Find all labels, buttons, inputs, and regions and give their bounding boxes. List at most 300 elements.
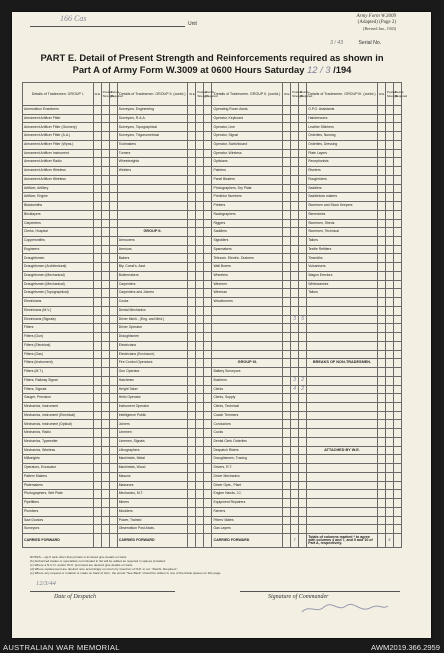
blank-cell[interactable] bbox=[204, 455, 212, 464]
blank-cell[interactable] bbox=[299, 499, 307, 508]
blank-cell[interactable] bbox=[299, 533, 307, 547]
blank-cell[interactable] bbox=[93, 359, 101, 368]
blank-cell[interactable] bbox=[93, 167, 101, 176]
blank-cell[interactable] bbox=[385, 507, 393, 516]
blank-cell[interactable] bbox=[204, 158, 212, 167]
handwritten-entry[interactable]: 2 bbox=[299, 376, 307, 385]
handwritten-total[interactable]: 7 bbox=[291, 533, 299, 547]
blank-cell[interactable] bbox=[393, 516, 401, 525]
blank-cell[interactable] bbox=[393, 184, 401, 193]
blank-cell[interactable] bbox=[101, 429, 109, 438]
blank-cell[interactable] bbox=[109, 324, 117, 333]
blank-cell[interactable] bbox=[393, 106, 401, 115]
blank-cell[interactable] bbox=[109, 228, 117, 237]
blank-cell[interactable] bbox=[377, 306, 385, 315]
blank-cell[interactable] bbox=[291, 237, 299, 246]
blank-cell[interactable] bbox=[93, 499, 101, 508]
blank-cell[interactable] bbox=[101, 306, 109, 315]
blank-cell[interactable] bbox=[93, 516, 101, 525]
blank-cell[interactable] bbox=[299, 210, 307, 219]
blank-cell[interactable] bbox=[393, 237, 401, 246]
blank-cell[interactable] bbox=[385, 280, 393, 289]
blank-cell[interactable] bbox=[377, 263, 385, 272]
blank-cell[interactable] bbox=[196, 202, 204, 211]
blank-cell[interactable] bbox=[204, 525, 212, 534]
blank-cell[interactable] bbox=[377, 237, 385, 246]
blank-cell[interactable] bbox=[385, 106, 393, 115]
blank-cell[interactable] bbox=[377, 132, 385, 141]
blank-cell[interactable] bbox=[291, 114, 299, 123]
blank-cell[interactable] bbox=[291, 499, 299, 508]
blank-cell[interactable] bbox=[204, 271, 212, 280]
blank-cell[interactable] bbox=[188, 507, 196, 516]
blank-cell[interactable] bbox=[93, 402, 101, 411]
blank-cell[interactable] bbox=[299, 254, 307, 263]
blank-cell[interactable] bbox=[188, 280, 196, 289]
blank-cell[interactable] bbox=[196, 368, 204, 377]
blank-cell[interactable] bbox=[109, 263, 117, 272]
blank-cell[interactable] bbox=[93, 271, 101, 280]
blank-cell[interactable] bbox=[385, 490, 393, 499]
blank-cell[interactable] bbox=[291, 280, 299, 289]
blank-cell[interactable] bbox=[101, 123, 109, 132]
blank-cell[interactable] bbox=[188, 446, 196, 455]
blank-cell[interactable] bbox=[283, 280, 291, 289]
blank-cell[interactable] bbox=[393, 429, 401, 438]
blank-cell[interactable] bbox=[283, 184, 291, 193]
blank-cell[interactable] bbox=[377, 394, 385, 403]
blank-cell[interactable] bbox=[109, 437, 117, 446]
blank-cell[interactable] bbox=[299, 158, 307, 167]
blank-cell[interactable] bbox=[377, 219, 385, 228]
blank-cell[interactable] bbox=[377, 123, 385, 132]
blank-cell[interactable] bbox=[204, 324, 212, 333]
blank-cell[interactable] bbox=[393, 193, 401, 202]
blank-cell[interactable] bbox=[109, 106, 117, 115]
blank-cell[interactable] bbox=[385, 315, 393, 324]
blank-cell[interactable] bbox=[196, 158, 204, 167]
blank-cell[interactable] bbox=[204, 254, 212, 263]
blank-cell[interactable] bbox=[291, 481, 299, 490]
blank-cell[interactable] bbox=[204, 315, 212, 324]
blank-cell[interactable] bbox=[196, 525, 204, 534]
blank-cell[interactable] bbox=[377, 533, 385, 547]
blank-cell[interactable] bbox=[377, 350, 385, 359]
blank-cell[interactable] bbox=[204, 123, 212, 132]
blank-cell[interactable] bbox=[196, 385, 204, 394]
blank-cell[interactable] bbox=[283, 315, 291, 324]
blank-cell[interactable] bbox=[299, 184, 307, 193]
blank-cell[interactable] bbox=[377, 411, 385, 420]
blank-cell[interactable] bbox=[101, 525, 109, 534]
blank-cell[interactable] bbox=[93, 289, 101, 298]
blank-cell[interactable] bbox=[291, 429, 299, 438]
blank-cell[interactable] bbox=[299, 411, 307, 420]
blank-cell[interactable] bbox=[188, 516, 196, 525]
blank-cell[interactable] bbox=[385, 350, 393, 359]
blank-cell[interactable] bbox=[204, 210, 212, 219]
blank-cell[interactable] bbox=[109, 167, 117, 176]
blank-cell[interactable] bbox=[385, 341, 393, 350]
blank-cell[interactable] bbox=[299, 525, 307, 534]
blank-cell[interactable] bbox=[283, 359, 291, 368]
blank-cell[interactable] bbox=[196, 455, 204, 464]
blank-cell[interactable] bbox=[109, 237, 117, 246]
blank-cell[interactable] bbox=[204, 306, 212, 315]
blank-cell[interactable] bbox=[299, 437, 307, 446]
blank-cell[interactable] bbox=[385, 184, 393, 193]
blank-cell[interactable] bbox=[377, 280, 385, 289]
blank-cell[interactable] bbox=[393, 140, 401, 149]
blank-cell[interactable] bbox=[299, 306, 307, 315]
blank-cell[interactable] bbox=[283, 499, 291, 508]
blank-cell[interactable] bbox=[93, 298, 101, 307]
blank-cell[interactable] bbox=[188, 533, 196, 547]
blank-cell[interactable] bbox=[188, 437, 196, 446]
blank-cell[interactable] bbox=[393, 306, 401, 315]
blank-cell[interactable] bbox=[385, 324, 393, 333]
blank-cell[interactable] bbox=[196, 533, 204, 547]
blank-cell[interactable] bbox=[377, 341, 385, 350]
blank-cell[interactable] bbox=[393, 394, 401, 403]
blank-cell[interactable] bbox=[93, 533, 101, 547]
blank-cell[interactable] bbox=[196, 333, 204, 342]
blank-cell[interactable] bbox=[385, 516, 393, 525]
blank-cell[interactable] bbox=[377, 254, 385, 263]
blank-cell[interactable] bbox=[196, 472, 204, 481]
blank-cell[interactable] bbox=[101, 507, 109, 516]
blank-cell[interactable] bbox=[393, 271, 401, 280]
blank-cell[interactable] bbox=[283, 114, 291, 123]
blank-cell[interactable] bbox=[101, 455, 109, 464]
blank-cell[interactable] bbox=[188, 237, 196, 246]
blank-cell[interactable] bbox=[393, 402, 401, 411]
blank-cell[interactable] bbox=[101, 499, 109, 508]
blank-cell[interactable] bbox=[93, 376, 101, 385]
blank-cell[interactable] bbox=[283, 254, 291, 263]
blank-cell[interactable] bbox=[188, 263, 196, 272]
blank-cell[interactable] bbox=[291, 175, 299, 184]
blank-cell[interactable] bbox=[188, 193, 196, 202]
blank-cell[interactable] bbox=[291, 394, 299, 403]
blank-cell[interactable] bbox=[93, 158, 101, 167]
blank-cell[interactable] bbox=[101, 114, 109, 123]
blank-cell[interactable] bbox=[299, 123, 307, 132]
blank-cell[interactable] bbox=[93, 245, 101, 254]
blank-cell[interactable] bbox=[377, 481, 385, 490]
blank-cell[interactable] bbox=[93, 254, 101, 263]
blank-cell[interactable] bbox=[101, 132, 109, 141]
blank-cell[interactable] bbox=[188, 490, 196, 499]
blank-cell[interactable] bbox=[299, 219, 307, 228]
blank-cell[interactable] bbox=[283, 437, 291, 446]
handwritten-total[interactable]: 9 bbox=[385, 533, 393, 547]
blank-cell[interactable] bbox=[385, 237, 393, 246]
blank-cell[interactable] bbox=[204, 516, 212, 525]
blank-cell[interactable] bbox=[291, 219, 299, 228]
blank-cell[interactable] bbox=[188, 210, 196, 219]
blank-cell[interactable] bbox=[393, 481, 401, 490]
blank-cell[interactable] bbox=[101, 158, 109, 167]
blank-cell[interactable] bbox=[101, 280, 109, 289]
blank-cell[interactable] bbox=[196, 516, 204, 525]
blank-cell[interactable] bbox=[377, 359, 385, 368]
blank-cell[interactable] bbox=[93, 350, 101, 359]
blank-cell[interactable] bbox=[377, 516, 385, 525]
blank-cell[interactable] bbox=[283, 202, 291, 211]
blank-cell[interactable] bbox=[393, 437, 401, 446]
blank-cell[interactable] bbox=[283, 298, 291, 307]
blank-cell[interactable] bbox=[291, 263, 299, 272]
blank-cell[interactable] bbox=[93, 455, 101, 464]
blank-cell[interactable] bbox=[377, 158, 385, 167]
blank-cell[interactable] bbox=[93, 437, 101, 446]
blank-cell[interactable] bbox=[377, 202, 385, 211]
blank-cell[interactable] bbox=[93, 472, 101, 481]
blank-cell[interactable] bbox=[377, 149, 385, 158]
blank-cell[interactable] bbox=[101, 420, 109, 429]
blank-cell[interactable] bbox=[204, 193, 212, 202]
blank-cell[interactable] bbox=[291, 359, 299, 368]
blank-cell[interactable] bbox=[385, 140, 393, 149]
blank-cell[interactable] bbox=[283, 394, 291, 403]
blank-cell[interactable] bbox=[109, 158, 117, 167]
blank-cell[interactable] bbox=[385, 402, 393, 411]
blank-cell[interactable] bbox=[196, 149, 204, 158]
blank-cell[interactable] bbox=[393, 254, 401, 263]
blank-cell[interactable] bbox=[283, 193, 291, 202]
blank-cell[interactable] bbox=[283, 175, 291, 184]
blank-cell[interactable] bbox=[385, 123, 393, 132]
handwritten-entry[interactable]: 4 bbox=[291, 385, 299, 394]
blank-cell[interactable] bbox=[291, 446, 299, 455]
blank-cell[interactable] bbox=[385, 525, 393, 534]
blank-cell[interactable] bbox=[377, 455, 385, 464]
blank-cell[interactable] bbox=[393, 228, 401, 237]
blank-cell[interactable] bbox=[93, 263, 101, 272]
blank-cell[interactable] bbox=[291, 289, 299, 298]
blank-cell[interactable] bbox=[385, 149, 393, 158]
blank-cell[interactable] bbox=[393, 446, 401, 455]
blank-cell[interactable] bbox=[109, 333, 117, 342]
blank-cell[interactable] bbox=[283, 525, 291, 534]
blank-cell[interactable] bbox=[188, 149, 196, 158]
blank-cell[interactable] bbox=[204, 167, 212, 176]
blank-cell[interactable] bbox=[109, 481, 117, 490]
blank-cell[interactable] bbox=[93, 490, 101, 499]
blank-cell[interactable] bbox=[188, 114, 196, 123]
blank-cell[interactable] bbox=[188, 420, 196, 429]
blank-cell[interactable] bbox=[299, 149, 307, 158]
blank-cell[interactable] bbox=[283, 289, 291, 298]
blank-cell[interactable] bbox=[283, 490, 291, 499]
blank-cell[interactable] bbox=[291, 402, 299, 411]
blank-cell[interactable] bbox=[393, 210, 401, 219]
blank-cell[interactable] bbox=[188, 464, 196, 473]
blank-cell[interactable] bbox=[188, 123, 196, 132]
handwritten-entry[interactable]: 3 bbox=[291, 376, 299, 385]
blank-cell[interactable] bbox=[393, 219, 401, 228]
blank-cell[interactable] bbox=[283, 472, 291, 481]
blank-cell[interactable] bbox=[377, 385, 385, 394]
blank-cell[interactable] bbox=[188, 106, 196, 115]
blank-cell[interactable] bbox=[291, 455, 299, 464]
blank-cell[interactable] bbox=[188, 158, 196, 167]
blank-cell[interactable] bbox=[188, 481, 196, 490]
blank-cell[interactable] bbox=[196, 280, 204, 289]
blank-cell[interactable] bbox=[101, 193, 109, 202]
blank-cell[interactable] bbox=[283, 376, 291, 385]
blank-cell[interactable] bbox=[291, 324, 299, 333]
blank-cell[interactable] bbox=[204, 350, 212, 359]
blank-cell[interactable] bbox=[299, 455, 307, 464]
blank-cell[interactable] bbox=[93, 315, 101, 324]
blank-cell[interactable] bbox=[385, 210, 393, 219]
blank-cell[interactable] bbox=[188, 315, 196, 324]
blank-cell[interactable] bbox=[393, 490, 401, 499]
blank-cell[interactable] bbox=[377, 499, 385, 508]
blank-cell[interactable] bbox=[299, 280, 307, 289]
blank-cell[interactable] bbox=[283, 507, 291, 516]
blank-cell[interactable] bbox=[299, 420, 307, 429]
blank-cell[interactable] bbox=[196, 219, 204, 228]
blank-cell[interactable] bbox=[299, 394, 307, 403]
blank-cell[interactable] bbox=[204, 333, 212, 342]
blank-cell[interactable] bbox=[377, 245, 385, 254]
blank-cell[interactable] bbox=[109, 411, 117, 420]
blank-cell[interactable] bbox=[283, 402, 291, 411]
blank-cell[interactable] bbox=[101, 167, 109, 176]
blank-cell[interactable] bbox=[109, 464, 117, 473]
blank-cell[interactable] bbox=[204, 429, 212, 438]
blank-cell[interactable] bbox=[377, 402, 385, 411]
blank-cell[interactable] bbox=[385, 499, 393, 508]
blank-cell[interactable] bbox=[101, 533, 109, 547]
blank-cell[interactable] bbox=[204, 245, 212, 254]
blank-cell[interactable] bbox=[204, 228, 212, 237]
blank-cell[interactable] bbox=[188, 359, 196, 368]
blank-cell[interactable] bbox=[377, 271, 385, 280]
blank-cell[interactable] bbox=[299, 298, 307, 307]
blank-cell[interactable] bbox=[93, 411, 101, 420]
blank-cell[interactable] bbox=[283, 123, 291, 132]
blank-cell[interactable] bbox=[196, 341, 204, 350]
blank-cell[interactable] bbox=[299, 175, 307, 184]
blank-cell[interactable] bbox=[283, 516, 291, 525]
blank-cell[interactable] bbox=[196, 193, 204, 202]
blank-cell[interactable] bbox=[291, 123, 299, 132]
blank-cell[interactable] bbox=[109, 123, 117, 132]
blank-cell[interactable] bbox=[196, 507, 204, 516]
blank-cell[interactable] bbox=[299, 245, 307, 254]
blank-cell[interactable] bbox=[188, 184, 196, 193]
blank-cell[interactable] bbox=[109, 516, 117, 525]
blank-cell[interactable] bbox=[109, 184, 117, 193]
blank-cell[interactable] bbox=[101, 271, 109, 280]
blank-cell[interactable] bbox=[204, 280, 212, 289]
blank-cell[interactable] bbox=[204, 184, 212, 193]
blank-cell[interactable] bbox=[101, 245, 109, 254]
blank-cell[interactable] bbox=[196, 271, 204, 280]
blank-cell[interactable] bbox=[188, 228, 196, 237]
blank-cell[interactable] bbox=[109, 359, 117, 368]
blank-cell[interactable] bbox=[283, 263, 291, 272]
blank-cell[interactable] bbox=[196, 114, 204, 123]
blank-cell[interactable] bbox=[385, 394, 393, 403]
blank-cell[interactable] bbox=[299, 490, 307, 499]
blank-cell[interactable] bbox=[196, 324, 204, 333]
blank-cell[interactable] bbox=[393, 167, 401, 176]
blank-cell[interactable] bbox=[377, 446, 385, 455]
blank-cell[interactable] bbox=[101, 359, 109, 368]
blank-cell[interactable] bbox=[93, 481, 101, 490]
blank-cell[interactable] bbox=[385, 446, 393, 455]
blank-cell[interactable] bbox=[204, 132, 212, 141]
blank-cell[interactable] bbox=[283, 333, 291, 342]
blank-cell[interactable] bbox=[393, 289, 401, 298]
blank-cell[interactable] bbox=[188, 306, 196, 315]
blank-cell[interactable] bbox=[377, 106, 385, 115]
blank-cell[interactable] bbox=[109, 507, 117, 516]
blank-cell[interactable] bbox=[196, 245, 204, 254]
blank-cell[interactable] bbox=[299, 263, 307, 272]
blank-cell[interactable] bbox=[188, 333, 196, 342]
blank-cell[interactable] bbox=[204, 446, 212, 455]
blank-cell[interactable] bbox=[377, 114, 385, 123]
blank-cell[interactable] bbox=[393, 132, 401, 141]
blank-cell[interactable] bbox=[109, 193, 117, 202]
blank-cell[interactable] bbox=[393, 114, 401, 123]
blank-cell[interactable] bbox=[101, 140, 109, 149]
blank-cell[interactable] bbox=[393, 149, 401, 158]
blank-cell[interactable] bbox=[291, 149, 299, 158]
blank-cell[interactable] bbox=[101, 106, 109, 115]
blank-cell[interactable] bbox=[109, 429, 117, 438]
blank-cell[interactable] bbox=[393, 263, 401, 272]
blank-cell[interactable] bbox=[283, 446, 291, 455]
blank-cell[interactable] bbox=[93, 385, 101, 394]
blank-cell[interactable] bbox=[93, 237, 101, 246]
blank-cell[interactable] bbox=[204, 298, 212, 307]
blank-cell[interactable] bbox=[385, 245, 393, 254]
blank-cell[interactable] bbox=[204, 237, 212, 246]
blank-cell[interactable] bbox=[291, 132, 299, 141]
blank-cell[interactable] bbox=[109, 114, 117, 123]
blank-cell[interactable] bbox=[385, 359, 393, 368]
blank-cell[interactable] bbox=[188, 245, 196, 254]
blank-cell[interactable] bbox=[291, 140, 299, 149]
blank-cell[interactable] bbox=[299, 140, 307, 149]
blank-cell[interactable] bbox=[101, 341, 109, 350]
blank-cell[interactable] bbox=[109, 280, 117, 289]
blank-cell[interactable] bbox=[299, 324, 307, 333]
blank-cell[interactable] bbox=[393, 333, 401, 342]
blank-cell[interactable] bbox=[101, 202, 109, 211]
blank-cell[interactable] bbox=[393, 175, 401, 184]
blank-cell[interactable] bbox=[385, 263, 393, 272]
blank-cell[interactable] bbox=[291, 271, 299, 280]
blank-cell[interactable] bbox=[101, 350, 109, 359]
blank-cell[interactable] bbox=[93, 149, 101, 158]
blank-cell[interactable] bbox=[204, 202, 212, 211]
blank-cell[interactable] bbox=[291, 306, 299, 315]
blank-cell[interactable] bbox=[101, 516, 109, 525]
blank-cell[interactable] bbox=[101, 254, 109, 263]
blank-cell[interactable] bbox=[101, 175, 109, 184]
blank-cell[interactable] bbox=[385, 411, 393, 420]
blank-cell[interactable] bbox=[196, 132, 204, 141]
blank-cell[interactable] bbox=[196, 446, 204, 455]
